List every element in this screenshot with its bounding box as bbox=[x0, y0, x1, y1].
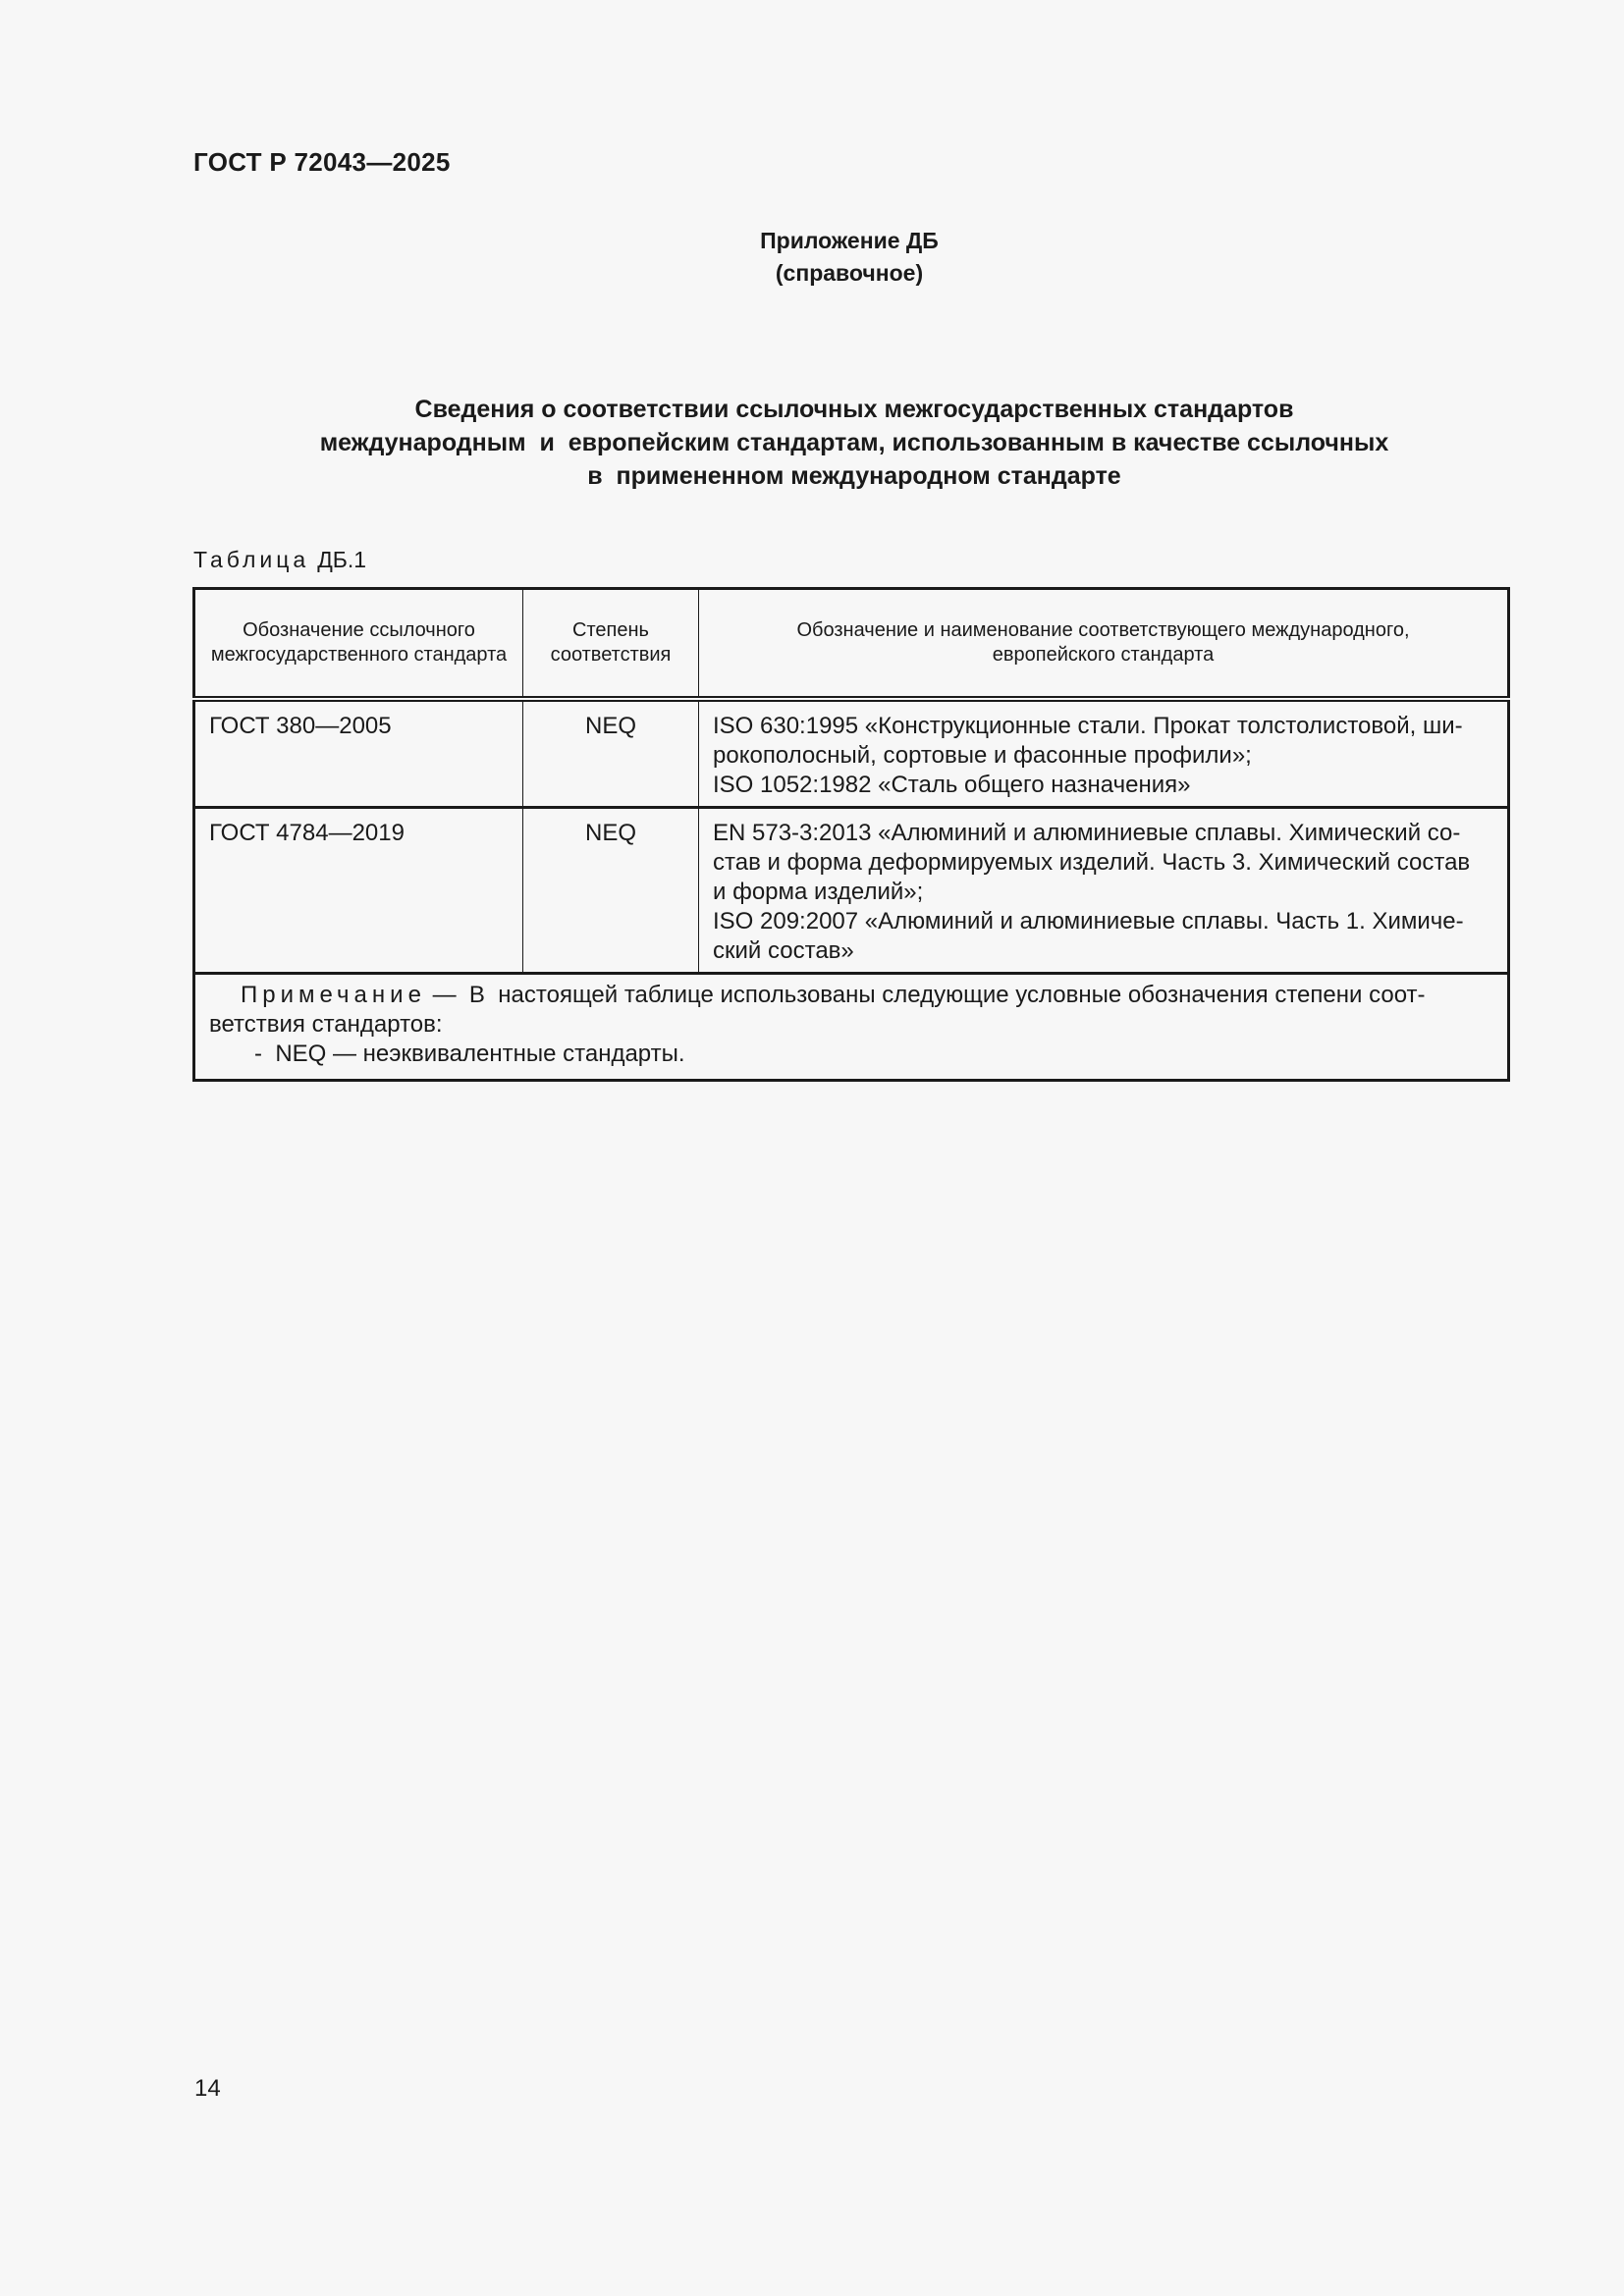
cell-degree: NEQ bbox=[523, 808, 699, 974]
note-line: ветствия стандартов: bbox=[209, 1011, 443, 1038]
document-code: ГОСТ Р 72043—2025 bbox=[193, 147, 451, 177]
cell-text-line: ISO 630:1995 «Конструкционные стали. Прокат толстолистовой, ши- bbox=[713, 713, 1463, 739]
section-title-line: Сведения о соответствии ссылочных межгосударственных стандартов bbox=[414, 396, 1294, 423]
cell-text-line: ский состав» bbox=[713, 937, 854, 964]
header-degree-of-conformity: Степень соответствия bbox=[523, 589, 699, 700]
section-title bbox=[196, 393, 1512, 493]
section-title-line: международным и европейским стандартам, использованным в качестве ссылочных bbox=[319, 429, 1389, 456]
cell-text-line: ISO 1052:1982 «Сталь общего назначения» bbox=[713, 772, 1191, 798]
table-note bbox=[194, 974, 1509, 1081]
section-title-line: в примененном международном стандарте bbox=[587, 462, 1121, 490]
table-note-row bbox=[194, 974, 1509, 1081]
note-item: - NEQ — неэквивалентные стандарты. bbox=[254, 1041, 685, 1067]
page-number: 14 bbox=[194, 2075, 221, 2102]
appendix-subtitle: (справочное) bbox=[775, 260, 924, 286]
cell-gost: ГОСТ 4784—2019 bbox=[194, 808, 523, 974]
cell-text-line: и форма изделий»; bbox=[713, 879, 924, 905]
table-caption-label: Таблица bbox=[193, 547, 310, 572]
table-row bbox=[194, 808, 1509, 974]
cell-text-line: ISO 209:2007 «Алюминий и алюминиевые сплавы. Часть 1. Химиче- bbox=[713, 908, 1464, 934]
table-header-row bbox=[194, 589, 1509, 700]
cell-degree: NEQ bbox=[523, 699, 699, 808]
table-caption-number: ДБ.1 bbox=[317, 547, 367, 572]
cell-international-standard bbox=[699, 808, 1509, 974]
cell-text-line: EN 573-3:2013 «Алюминий и алюминиевые сплавы. Химический со- bbox=[713, 820, 1461, 846]
table-caption bbox=[193, 547, 366, 573]
header-gost-designation: Обозначение ссылочного межгосударственного стандарта bbox=[194, 589, 523, 700]
cell-text-line: став и форма деформируемых изделий. Часть 3. Химический состав bbox=[713, 849, 1471, 876]
appendix-title: Приложение ДБ bbox=[760, 228, 939, 253]
cell-international-standard bbox=[699, 699, 1509, 808]
table-row bbox=[194, 699, 1509, 808]
cell-gost: ГОСТ 380—2005 bbox=[194, 699, 523, 808]
cell-text-line: рокополосный, сортовые и фасонные профили»; bbox=[713, 742, 1252, 769]
note-text: — В настоящей таблице использованы следующие условные обозначения степени соот- bbox=[425, 982, 1426, 1008]
note-line bbox=[209, 981, 1493, 1010]
note-label: Примечание bbox=[241, 982, 426, 1008]
reference-standards-table bbox=[192, 587, 1510, 1082]
header-international-standard: Обозначение и наименование соответствующего международного, европейского стандарта bbox=[699, 589, 1509, 700]
